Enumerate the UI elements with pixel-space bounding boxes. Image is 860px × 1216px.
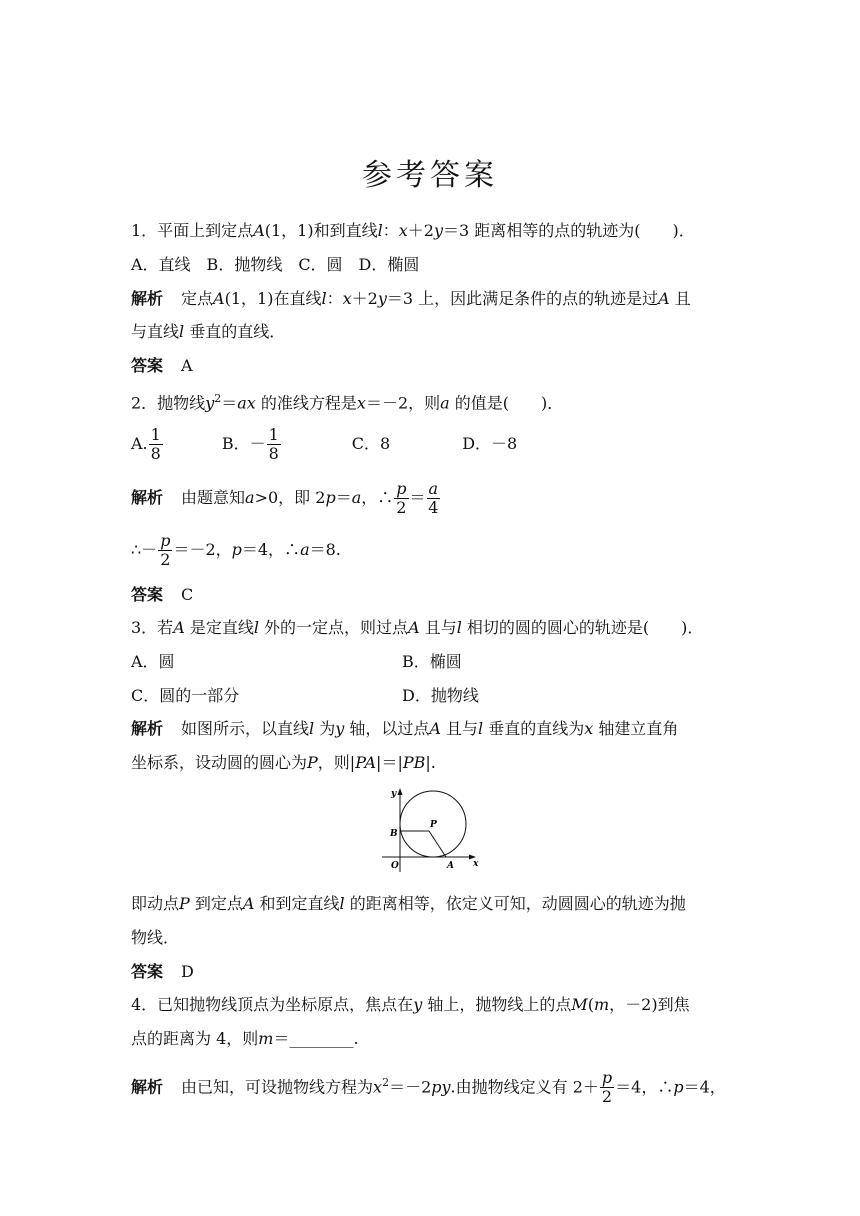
q2-analysis-line1: 解析 由题意知a>0，即 2p＝a，∴ $\frac{p}{2}$ ＝ $\frac{a}{4}$ — [131, 479, 439, 517]
figure-label-x: x — [473, 859, 479, 869]
q3-answer: 答案 D — [131, 962, 194, 981]
q3-analysis-line2: 坐标系，设动圆的圆心为P，则|PA|＝|PB|. — [131, 753, 436, 772]
figure-label-o: O — [391, 861, 399, 871]
q1-analysis-line2: 与直线l 垂直的直线． — [131, 322, 286, 341]
q4-analysis-line1: 解析 由已知，可设抛物线方程为$x^2=-2py$.由抛物线定义有 2＋ $\frac{p}{2}$ ＝4，∴p＝4， — [131, 1068, 726, 1107]
q3-analysis-line1: 解析 如图所示，以直线l 为y 轴，以过点A 且与l 垂直的直线为x 轴建立直角 — [131, 719, 679, 738]
figure-segment-pa — [429, 831, 446, 857]
q4-stem-line2: 点的距离为 4，则m＝________. — [131, 1029, 359, 1048]
q3-analysis-line4: 物线． — [131, 928, 180, 947]
q2-stem: 2．抛物线$y^2=ax$ 的准线方程是x＝－2，则a 的值是( )． — [131, 392, 564, 413]
page-title: 参考答案 — [362, 158, 498, 193]
q2-option-b: B．－ $\frac{1}{8}$ — [221, 425, 279, 463]
q2-option-c: C．8 — [351, 434, 391, 453]
figure-label-p: P — [430, 820, 437, 830]
q3-option-d: D．抛物线 — [402, 686, 479, 705]
q2-answer: 答案 C — [131, 585, 194, 604]
q3-stem: 3．若A 是定直线l 外的一定点，则过点A 且与l 相切的圆的圆心的轨迹是( )． — [131, 618, 704, 637]
q1-analysis-line1: 解析 定点A(1，1)在直线l：x＋2y＝3 上，因此满足条件的点的轨迹是过A 且 — [131, 289, 691, 308]
figure-label-a: A — [447, 861, 454, 871]
q2-options — [131, 424, 517, 464]
q3-figure — [376, 784, 484, 880]
q2-option-a: A. $\frac{1}{8}$ — [131, 425, 161, 463]
q1-stem: 1．平面上到定点A(1，1)和到直线l：x＋2y＝3 距离相等的点的轨迹为( )． — [131, 221, 695, 240]
figure-label-y: y — [391, 789, 397, 799]
q4-stem-line1: 4．已知抛物线顶点为坐标原点，焦点在y 轴上，抛物线上的点M(m，－2)到焦 — [131, 995, 690, 1014]
q2-option-d: D．－8 — [462, 434, 518, 453]
q3-option-c: C．圆的一部分 — [131, 686, 240, 705]
q2-analysis-line2: ∴－ $\frac{p}{2}$ ＝－2，p＝4，∴a＝8. — [131, 531, 341, 569]
q1-answer: 答案 A — [131, 356, 193, 375]
figure-y-arrow — [398, 788, 403, 795]
q3-option-b: B．椭圆 — [402, 652, 462, 671]
q1-options: A．直线 B．抛物线 C．圆 D．椭圆 — [131, 255, 420, 274]
q3-analysis-line3: 即动点P 到定点A 和到定直线l 的距离相等，依定义可知，动圆圆心的轨迹为抛 — [131, 894, 686, 913]
q3-option-a: A．圆 — [131, 652, 175, 671]
figure-label-b: B — [390, 829, 398, 839]
